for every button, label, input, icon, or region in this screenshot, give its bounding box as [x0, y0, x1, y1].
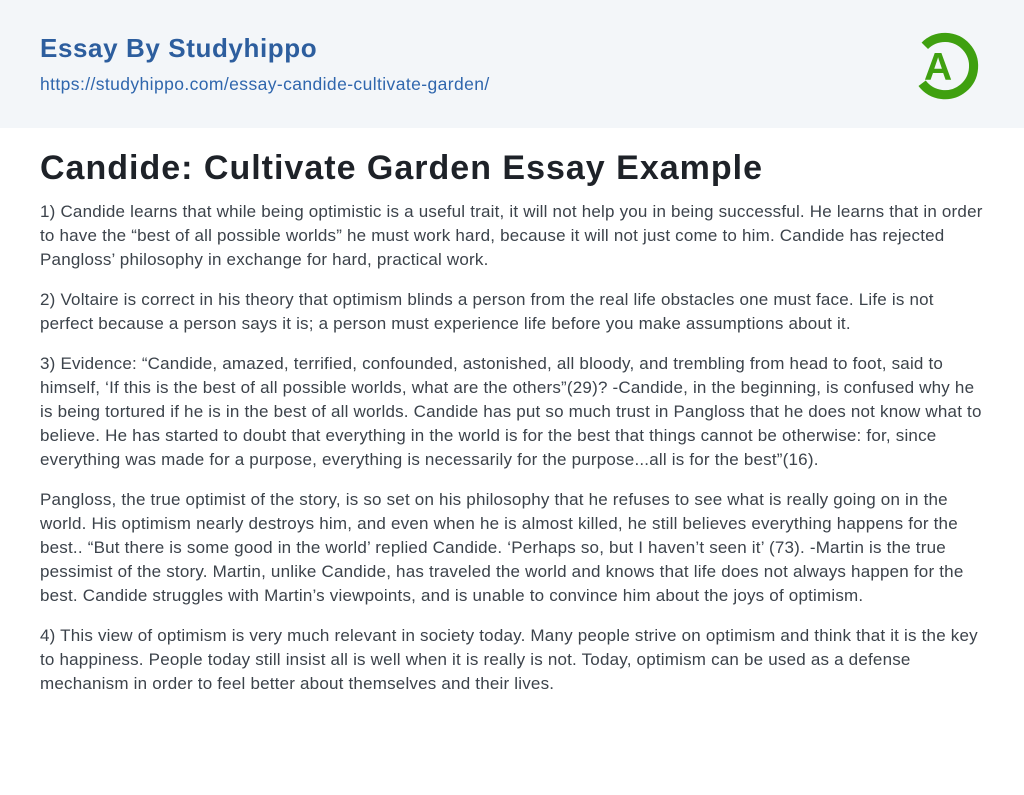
essay-paragraph-3: 3) Evidence: “Candide, amazed, terrified, confounded, astonished, all bloody, and trembling from head to foot, said to himself, ‘If this is the best of all possible worlds, what are the others”(29)? -Candide, in the beginning, is confused why he is being tortured if he is in the best of all worlds. Candide has put so much trust in Pangloss that he does not know what to believe. He has started to doubt that everything in the world is for the best that things cannot be otherwise: for, since everything was made for a purpose, everything is necessarily for the purpose...all is for the best”(16). [40, 354, 982, 469]
essay-paragraph-2: 2) Voltaire is correct in his theory that optimism blinds a person from the real life obstacles one must face. Life is not perfect because a person says it is; a person must experience life before you make assumptions about it. [40, 290, 934, 333]
logo-letter: A [923, 45, 953, 89]
header-text-block [40, 34, 490, 94]
site-header [0, 0, 1024, 128]
essay-paragraph-1: 1) Candide learns that while being optimistic is a useful trait, it will not help you in being successful. He learns that in order to have the “best of all possible worlds” he must work hard, because it will not just come to him. Candide has rejected Pangloss’ philosophy in exchange for hard, practical work. [40, 202, 983, 269]
essay-paragraph-5: 4) This view of optimism is very much relevant in society today. Many people strive on optimism and think that it is the key to happiness. People today still insist all is well when it is really is not. Today, optimism can be used as a defense mechanism in order to feel better about themselves and their lives. [40, 626, 978, 693]
essay-paragraph-4: Pangloss, the true optimist of the story, is so set on his philosophy that he refuses to see what is really going on in the world. His optimism nearly destroys him, and even when he is almost killed, he still believes everything happens for the best.. “But there is some good in the world’ replied Candide. ‘Perhaps so, but I haven’t seen it’ (73). -Martin is the true pessimist of the story. Martin, unlike Candide, has traveled the world and knows that life does not always happen for the best. Candide struggles with Martin’s viewpoints, and is unable to convince him about the joys of optimism. [40, 490, 964, 605]
studyhippo-logo-icon [906, 27, 984, 105]
site-byline: Essay By Studyhippo [40, 33, 318, 64]
essay-content [0, 150, 1024, 696]
essay-title: Candide: Cultivate Garden Essay Example [40, 149, 764, 187]
essay-url-link[interactable]: https://studyhippo.com/essay-candide-cultivate-garden/ [40, 73, 490, 94]
